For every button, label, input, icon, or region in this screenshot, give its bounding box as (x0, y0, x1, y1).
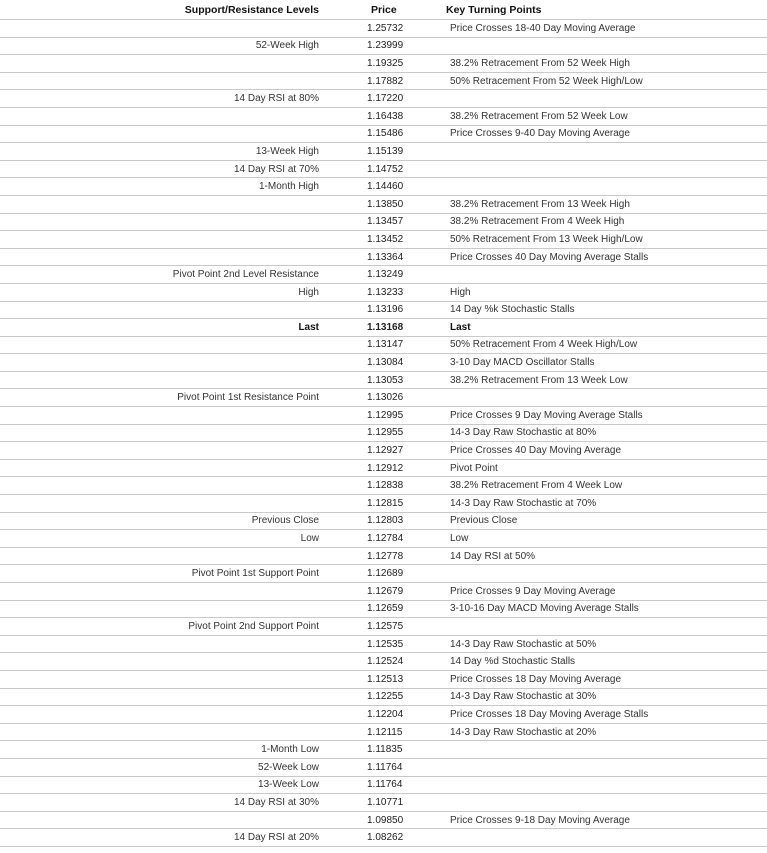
key-turning-point: 38.2% Retracement From 13 Week High (450, 198, 630, 210)
table-row (0, 724, 767, 742)
price-cell: 1.13084 (367, 357, 404, 369)
table-row (0, 143, 767, 161)
table-row (0, 319, 767, 337)
header-price: Price (371, 3, 397, 16)
table-row (0, 477, 767, 495)
key-turning-point: 50% Retracement From 13 Week High/Low (450, 233, 643, 245)
key-turning-point: 3-10 Day MACD Oscillator Stalls (450, 357, 595, 369)
table-row (0, 108, 767, 126)
price-cell: 1.14460 (367, 181, 404, 193)
table-row (0, 354, 767, 372)
table-row (0, 829, 767, 847)
key-turning-point: 38.2% Retracement From 4 Week Low (450, 480, 623, 492)
price-cell: 1.12679 (367, 585, 404, 597)
price-cell: 1.12689 (367, 568, 404, 580)
key-turning-point: 14-3 Day Raw Stochastic at 50% (450, 638, 597, 650)
table-row (0, 689, 767, 707)
table-row (0, 759, 767, 777)
key-turning-point: 38.2% Retracement From 13 Week Low (450, 374, 628, 386)
table-row (0, 653, 767, 671)
key-turning-point: 14 Day %d Stochastic Stalls (450, 656, 576, 668)
support-resistance-level: High (298, 286, 319, 298)
support-resistance-level: 13-Week Low (258, 779, 319, 791)
key-turning-point: Price Crosses 9 Day Moving Average Stalls (450, 409, 643, 421)
price-cell: 1.12204 (367, 708, 404, 720)
price-cell: 1.12803 (367, 515, 404, 527)
price-cell: 1.12838 (367, 480, 404, 492)
support-resistance-level: 52-Week Low (258, 761, 319, 773)
table-row (0, 126, 767, 144)
support-resistance-level: 1-Month High (258, 181, 319, 193)
support-resistance-level: 14 Day RSI at 80% (233, 93, 319, 105)
support-resistance-level: Previous Close (251, 515, 319, 527)
table-row (0, 337, 767, 355)
table-row (0, 741, 767, 759)
price-cell: 1.17882 (367, 75, 404, 87)
price-cell: 1.09850 (367, 814, 404, 826)
support-resistance-level: Last (298, 321, 319, 333)
support-resistance-level: 13-Week High (255, 145, 319, 157)
key-turning-point: Last (450, 321, 471, 333)
price-cell: 1.15139 (367, 145, 404, 157)
table-row (0, 90, 767, 108)
price-cell: 1.12955 (367, 427, 404, 439)
key-turning-point: Price Crosses 18-40 Day Moving Average (450, 22, 636, 34)
header-levels: Support/Resistance Levels (184, 3, 319, 16)
price-cell: 1.11764 (367, 761, 403, 773)
table-row (0, 530, 767, 548)
key-turning-point: 38.2% Retracement From 52 Week High (450, 57, 630, 69)
table-row (0, 460, 767, 478)
price-cell: 1.25732 (367, 22, 404, 34)
table-row (0, 548, 767, 566)
price-cell: 1.12778 (367, 550, 404, 562)
key-turning-point: Price Crosses 18 Day Moving Average (450, 673, 622, 685)
key-turning-point: 38.2% Retracement From 4 Week High (450, 216, 625, 228)
table-row (0, 178, 767, 196)
price-cell: 1.13233 (367, 286, 404, 298)
table-header (0, 0, 767, 20)
price-cell: 1.12524 (367, 656, 404, 668)
table-row (0, 794, 767, 812)
key-turning-point: Price Crosses 9-18 Day Moving Average (450, 814, 630, 826)
price-cell: 1.12115 (367, 726, 403, 738)
table-body (0, 20, 767, 847)
price-cell: 1.12513 (367, 673, 404, 685)
table-row (0, 583, 767, 601)
table-row (0, 706, 767, 724)
table-row (0, 513, 767, 531)
key-turning-point: 14 Day %k Stochastic Stalls (450, 304, 575, 316)
price-cell: 1.16438 (367, 110, 404, 122)
header-points: Key Turning Points (446, 3, 542, 16)
table-row (0, 302, 767, 320)
table-row (0, 20, 767, 38)
table-row (0, 407, 767, 425)
support-resistance-level: Pivot Point 2nd Level Resistance (172, 269, 319, 281)
table-row (0, 389, 767, 407)
key-turning-point: Price Crosses 40 Day Moving Average Stalls (450, 251, 649, 263)
key-turning-point: Previous Close (450, 515, 518, 527)
key-turning-point: 14-3 Day Raw Stochastic at 70% (450, 497, 597, 509)
table-row (0, 442, 767, 460)
support-resistance-level: Pivot Point 1st Resistance Point (177, 392, 319, 404)
table-row (0, 565, 767, 583)
key-turning-point: Price Crosses 9 Day Moving Average (450, 585, 616, 597)
table-row (0, 196, 767, 214)
table-row (0, 266, 767, 284)
table-row (0, 495, 767, 513)
support-resistance-level: 14 Day RSI at 70% (233, 163, 319, 175)
price-cell: 1.15486 (367, 128, 404, 140)
price-cell: 1.13168 (367, 321, 404, 333)
price-cell: 1.23999 (367, 40, 404, 52)
table-row (0, 55, 767, 73)
key-turning-point: 14-3 Day Raw Stochastic at 20% (450, 726, 597, 738)
table-row (0, 372, 767, 390)
price-cell: 1.13850 (367, 198, 404, 210)
table-row (0, 214, 767, 232)
key-turning-point: 50% Retracement From 52 Week High/Low (450, 75, 643, 87)
price-cell: 1.13053 (367, 374, 404, 386)
price-cell: 1.13147 (367, 339, 404, 351)
key-turning-point: Low (450, 533, 469, 545)
table-row (0, 284, 767, 302)
price-cell: 1.12784 (367, 533, 404, 545)
price-cell: 1.12995 (367, 409, 404, 421)
key-turning-point: Price Crosses 18 Day Moving Average Stalls (450, 708, 649, 720)
key-turning-point: Price Crosses 9-40 Day Moving Average (450, 128, 630, 140)
price-cell: 1.14752 (367, 163, 404, 175)
table-row (0, 601, 767, 619)
key-turning-point: 38.2% Retracement From 52 Week Low (450, 110, 628, 122)
price-cell: 1.17220 (367, 93, 404, 105)
price-cell: 1.13249 (367, 269, 404, 281)
key-turning-point: 14-3 Day Raw Stochastic at 30% (450, 691, 597, 703)
price-cell: 1.19325 (367, 57, 404, 69)
table-row (0, 812, 767, 830)
price-cell: 1.12255 (367, 691, 404, 703)
support-resistance-level: Low (300, 533, 319, 545)
price-cell: 1.13364 (367, 251, 404, 263)
price-cell: 1.13457 (367, 216, 404, 228)
support-resistance-level: 52-Week High (255, 40, 319, 52)
table-row (0, 777, 767, 795)
table-row (0, 249, 767, 267)
key-turning-point: Price Crosses 40 Day Moving Average (450, 445, 622, 457)
key-turning-point: High (450, 286, 471, 298)
table-row (0, 618, 767, 636)
price-cell: 1.12659 (367, 603, 404, 615)
table-row (0, 161, 767, 179)
table-row (0, 636, 767, 654)
support-resistance-level: 14 Day RSI at 30% (233, 796, 319, 808)
price-cell: 1.12575 (367, 620, 404, 632)
support-resistance-level: Pivot Point 2nd Support Point (188, 620, 319, 632)
price-cell: 1.10771 (367, 796, 404, 808)
price-cell: 1.12927 (367, 445, 404, 457)
key-turning-point: Pivot Point (450, 462, 498, 474)
price-cell: 1.13452 (367, 233, 404, 245)
key-turning-point: 14 Day RSI at 50% (450, 550, 536, 562)
price-cell: 1.12815 (367, 497, 404, 509)
price-cell: 1.13026 (367, 392, 404, 404)
table-row (0, 671, 767, 689)
support-resistance-level: Pivot Point 1st Support Point (191, 568, 319, 580)
key-turning-point: 3-10-16 Day MACD Moving Average Stalls (450, 603, 639, 615)
table-row (0, 38, 767, 56)
price-cell: 1.12912 (367, 462, 404, 474)
table-row (0, 425, 767, 443)
support-resistance-level: 1-Month Low (261, 744, 319, 756)
table-row (0, 231, 767, 249)
price-cell: 1.11835 (367, 744, 403, 756)
price-cell: 1.13196 (367, 304, 404, 316)
table-row (0, 73, 767, 91)
price-cell: 1.11764 (367, 779, 403, 791)
price-cell: 1.12535 (367, 638, 404, 650)
price-cell: 1.08262 (367, 832, 404, 844)
key-turning-point: 50% Retracement From 4 Week High/Low (450, 339, 638, 351)
support-resistance-level: 14 Day RSI at 20% (233, 832, 319, 844)
key-turning-point: 14-3 Day Raw Stochastic at 80% (450, 427, 597, 439)
